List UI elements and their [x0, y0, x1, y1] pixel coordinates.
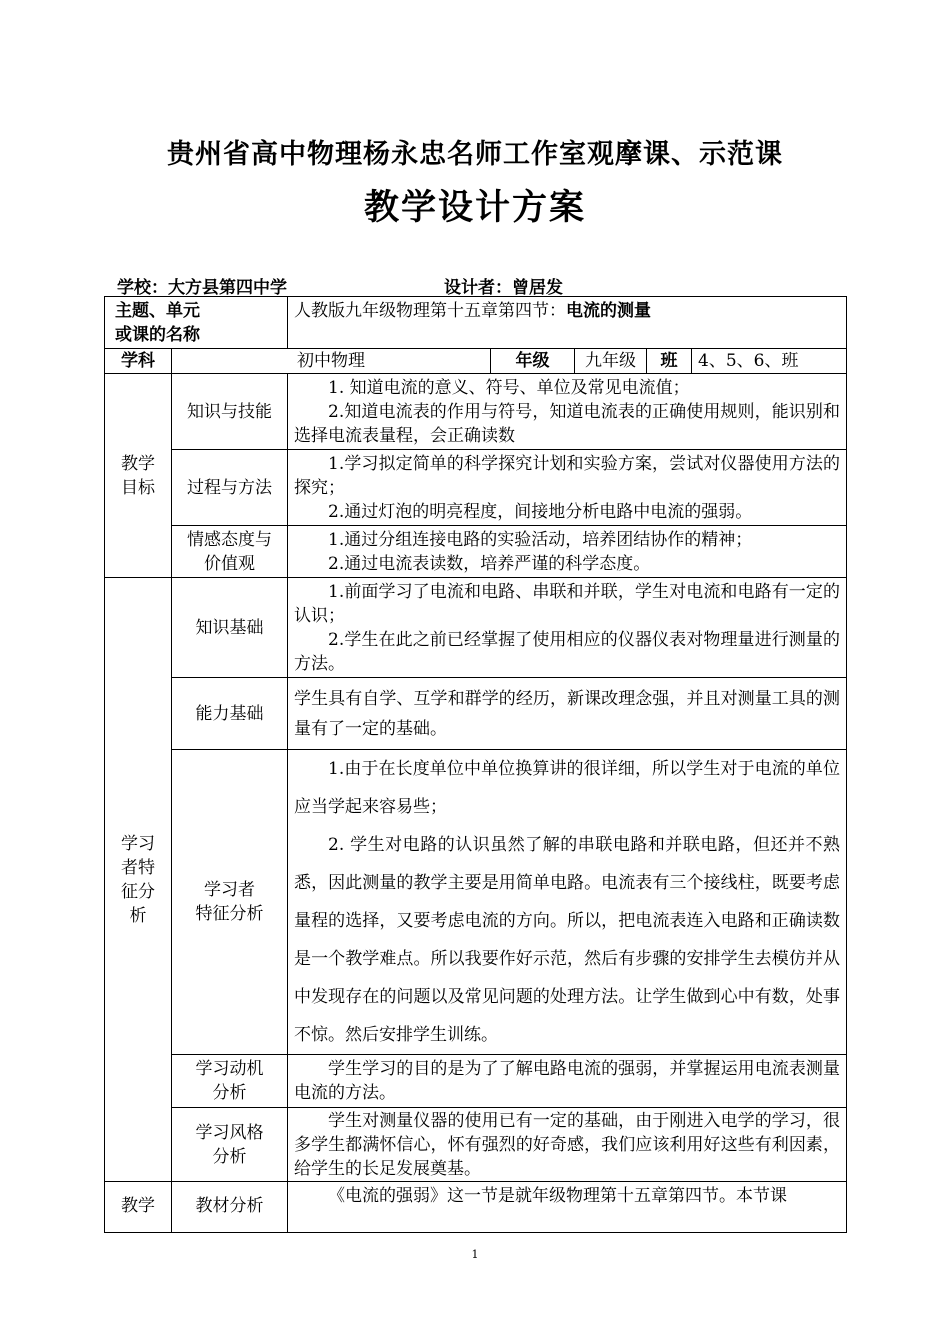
motivation-label: 学习动机 分析	[172, 1055, 288, 1108]
process-methods-label: 过程与方法	[172, 450, 288, 526]
learning-style-text: 学生对测量仪器的使用已有一定的基础，由于刚进入电学的学习，很多学生都满怀信心，怀有强烈的好奇感，我们应该利用好这些有利因素，给学生的长足发展奠基。	[288, 1108, 847, 1182]
class-value: 4、5、6、班	[692, 349, 847, 374]
ability-base-row	[105, 678, 847, 750]
topic-value: 人教版九年级物理第十五章第四节：电流的测量	[288, 297, 847, 349]
ability-base-label: 能力基础	[172, 678, 288, 750]
learner-analysis-label: 学习 者特 征分 析	[105, 578, 172, 1182]
subject-value: 初中物理	[172, 349, 491, 374]
learner-traits-label: 学习者 特征分析	[172, 750, 288, 1055]
attitude-values-label: 情感态度与 价值观	[172, 526, 288, 578]
goal-knowledge-row	[105, 374, 847, 450]
topic-label: 主题、单元 或课的名称	[105, 297, 288, 349]
teaching-goals-label: 教学 目标	[105, 374, 172, 578]
document-subtitle: 教学设计方案	[363, 187, 586, 228]
grade-value: 九年级	[575, 349, 647, 374]
knowledge-base-row	[105, 578, 847, 678]
class-label: 班	[647, 349, 692, 374]
grade-label: 年级	[491, 349, 575, 374]
knowledge-base-text: 1.前面学习了电流和电路、串联和并联，学生对电流和电路有一定的认识； 2.学生在此之前已经掌握了使用相应的仪器仪表对物理量进行测量的方法。	[288, 578, 847, 678]
learning-style-label: 学习风格 分析	[172, 1108, 288, 1182]
motivation-text: 学生学习的目的是为了了解电路电流的强弱，并掌握运用电流表测量电流的方法。	[288, 1055, 847, 1108]
lesson-plan-table	[104, 296, 847, 1233]
learner-traits-text: 1.由于在长度单位中单位换算讲的很详细，所以学生对于电流的单位应当学起来容易些； 2. 学生对电路的认识虽然了解的串联电路和并联电路，但还并不熟悉，因此测量的教学主要是用简单电路。电流表有三个接线柱，既要考虑量程的选择，又要考虑电流的方向。所以，把电流表连入电路和正确读数是一个教学难点。所以我要作好示范，然后有步骤的安排学生去模仿并从中发现存在的问题以及常见问题的处理方法。让学生做到心中有数，处事不惊。然后安排学生训练。	[288, 750, 847, 1055]
document-title: 贵州省高中物理杨永忠名师工作室观摩课、示范课	[167, 139, 783, 170]
knowledge-base-label: 知识基础	[172, 578, 288, 678]
knowledge-skills-text: 1. 知道电流的意义、符号、单位及常见电流值； 2.知道电流表的作用与符号，知道电流表的正确使用规则，能识别和选择电流表量程，会正确读数	[288, 374, 847, 450]
material-analysis-row	[105, 1182, 847, 1233]
learner-traits-row	[105, 750, 847, 1055]
teaching-label: 教学	[105, 1182, 172, 1233]
school-label: 学校：大方县第四中学	[117, 278, 287, 298]
attitude-values-text: 1.通过分组连接电路的实验活动，培养团结协作的精神； 2.通过电流表读数，培养严谨的科学态度。	[288, 526, 847, 578]
page-number: 1	[471, 1248, 479, 1261]
process-methods-text: 1.学习拟定简单的科学探究计划和实验方案，尝试对仪器使用方法的探究； 2.通过灯泡的明亮程度，间接地分析电路中电流的强弱。	[288, 450, 847, 526]
learning-style-row	[105, 1108, 847, 1182]
topic-row	[105, 297, 847, 349]
motivation-row	[105, 1055, 847, 1108]
material-analysis-text: 《电流的强弱》这一节是就年级物理第十五章第四节。本节课	[288, 1182, 847, 1233]
ability-base-text: 学生具有自学、互学和群学的经历，新课改理念强，并且对测量工具的测量有了一定的基础。	[288, 678, 847, 750]
goal-process-row	[105, 450, 847, 526]
subject-label: 学科	[105, 349, 172, 374]
goal-attitude-row	[105, 526, 847, 578]
knowledge-skills-label: 知识与技能	[172, 374, 288, 450]
designer-label: 设计者：曾居发	[444, 278, 563, 298]
material-analysis-label: 教材分析	[172, 1182, 288, 1233]
subject-row	[105, 349, 847, 374]
